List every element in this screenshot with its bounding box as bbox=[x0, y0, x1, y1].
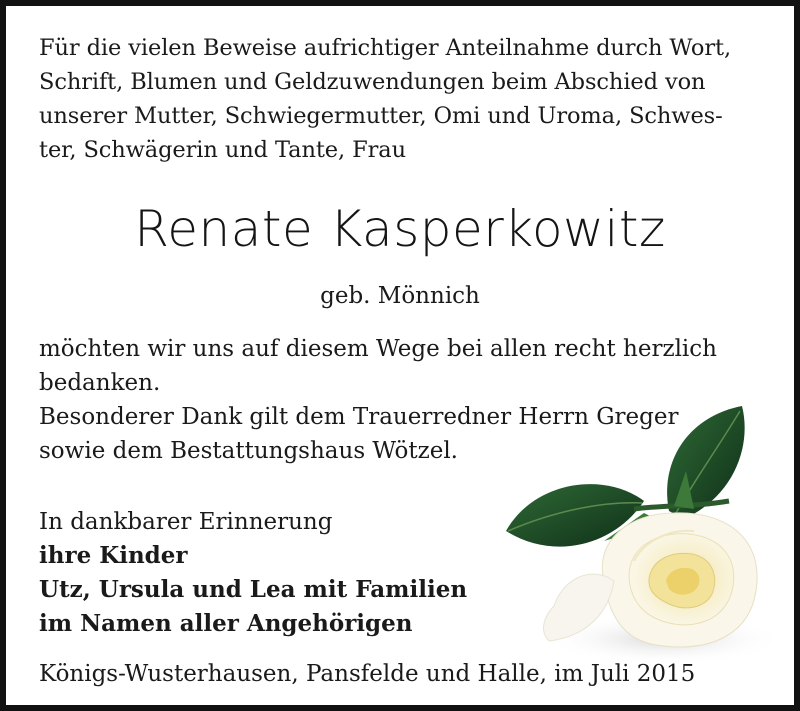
intro-line: Für die vielen Beweise aufrichtiger Anteilnahme durch Wort, bbox=[39, 35, 732, 61]
maiden-name: geb. Mönnich bbox=[320, 283, 480, 309]
thanks-line: bedanken. bbox=[39, 370, 161, 396]
signer-line: Utz, Ursula und Lea mit Familien bbox=[39, 576, 468, 603]
thanks-line: möchten wir uns auf diesem Wege bei allen recht herzlich bbox=[39, 336, 717, 362]
white-rose-image bbox=[494, 401, 784, 671]
signature-block bbox=[39, 505, 467, 641]
intro-line: Schrift, Blumen und Geldzuwendungen beim Abschied von bbox=[39, 69, 706, 95]
thanks-line: Besonderer Dank gilt dem Trauerredner Herrn Greger bbox=[39, 404, 679, 430]
deceased-name: Renate Kasperkowitz bbox=[134, 200, 666, 258]
intro-line: unserer Mutter, Schwiegermutter, Omi und Uroma, Schwes- bbox=[39, 103, 723, 129]
place-date: Königs-Wusterhausen, Pansfelde und Halle, im Juli 2015 bbox=[39, 661, 696, 687]
signer-line: im Namen aller Angehörigen bbox=[39, 610, 413, 637]
intro-line: ter, Schwägerin und Tante, Frau bbox=[39, 137, 406, 163]
remembrance-line: In dankbarer Erinnerung bbox=[39, 509, 333, 535]
intro-text bbox=[39, 31, 731, 167]
signer-line: ihre Kinder bbox=[39, 542, 188, 569]
thanks-line: sowie dem Bestattungshaus Wötzel. bbox=[39, 438, 458, 464]
